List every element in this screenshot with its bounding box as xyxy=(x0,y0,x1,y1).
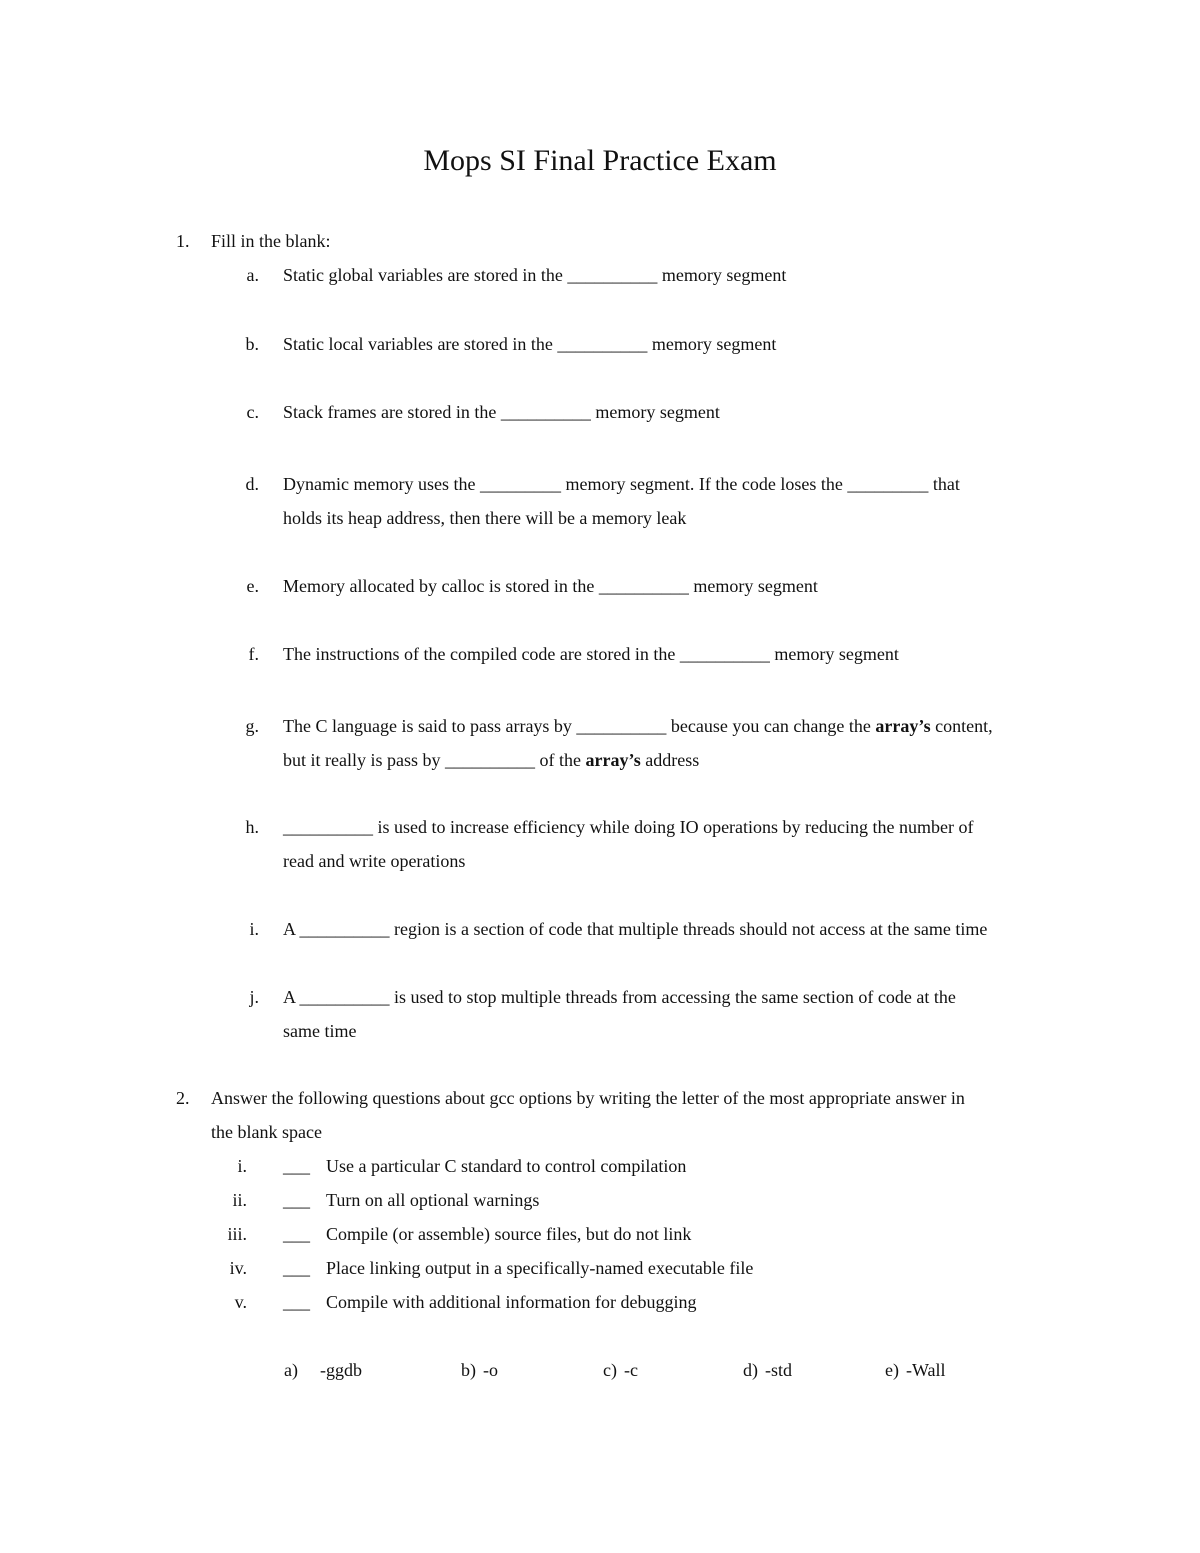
option-description: Compile with additional information for debugging xyxy=(326,1292,697,1312)
option-description: Use a particular C standard to control compilation xyxy=(326,1156,687,1176)
roman-numeral: iii. xyxy=(227,1224,247,1244)
option-description: Turn on all optional warnings xyxy=(326,1190,540,1210)
roman-numeral: i. xyxy=(237,1156,247,1176)
item-letter: g. xyxy=(245,716,259,736)
answer-blank: ___ xyxy=(283,1292,310,1312)
choice-label: a) xyxy=(284,1360,298,1380)
item-letter: c. xyxy=(246,402,259,422)
choice-label: e) xyxy=(885,1360,899,1380)
item-text: Dynamic memory uses the _________ memory segment. If the code loses the _________ that xyxy=(283,474,960,494)
item-letter: j. xyxy=(249,987,259,1007)
choice-value: -o xyxy=(483,1360,498,1380)
item-letter: b. xyxy=(245,334,259,354)
option-description: Place linking output in a specifically-named executable file xyxy=(326,1258,754,1278)
item-text: Static local variables are stored in the __________ memory segment xyxy=(283,334,777,354)
item-text xyxy=(283,715,993,737)
choice-value: -c xyxy=(624,1360,638,1380)
bold-term: array’s xyxy=(585,750,641,770)
choice-value: -Wall xyxy=(906,1360,946,1380)
item-text-part: content, xyxy=(930,716,993,736)
item-letter: i. xyxy=(249,919,259,939)
item-text-continued: same time xyxy=(283,1021,357,1041)
item-text: A __________ region is a section of code that multiple threads should not access at the same time xyxy=(283,919,988,939)
item-letter: a. xyxy=(246,265,259,285)
item-text: Static global variables are stored in the __________ memory segment xyxy=(283,265,787,285)
choice-value: -std xyxy=(765,1360,792,1380)
question-number: 2. xyxy=(176,1088,190,1108)
question-prompt: Fill in the blank: xyxy=(211,231,331,251)
roman-numeral: iv. xyxy=(229,1258,247,1278)
item-text-part: The C language is said to pass arrays by __________ because you can change the xyxy=(283,716,876,736)
roman-numeral: ii. xyxy=(232,1190,247,1210)
question-prompt: Answer the following questions about gcc options by writing the letter of the most appropriate answer in xyxy=(211,1088,965,1108)
item-letter: f. xyxy=(248,644,259,664)
item-text-part: address xyxy=(640,750,700,770)
item-letter: h. xyxy=(245,817,259,837)
answer-blank: ___ xyxy=(283,1156,310,1176)
item-text-continued: holds its heap address, then there will be a memory leak xyxy=(283,508,687,528)
answer-blank: ___ xyxy=(283,1190,310,1210)
item-text-continued: read and write operations xyxy=(283,851,466,871)
choice-label: c) xyxy=(603,1360,617,1380)
question-prompt-continued: the blank space xyxy=(211,1122,322,1142)
item-text: The instructions of the compiled code are stored in the __________ memory segment xyxy=(283,644,899,664)
answer-blank: ___ xyxy=(283,1224,310,1244)
choice-label: d) xyxy=(743,1360,758,1380)
item-text: A __________ is used to stop multiple threads from accessing the same section of code at the xyxy=(283,987,956,1007)
option-description: Compile (or assemble) source files, but do not link xyxy=(326,1224,692,1244)
roman-numeral: v. xyxy=(234,1292,247,1312)
item-text: Stack frames are stored in the __________ memory segment xyxy=(283,402,720,422)
answer-blank: ___ xyxy=(283,1258,310,1278)
page-title: Mops SI Final Practice Exam xyxy=(423,144,777,177)
item-letter: e. xyxy=(246,576,259,596)
choice-value: -ggdb xyxy=(320,1360,362,1380)
item-text-continued xyxy=(283,749,699,771)
item-text: __________ is used to increase efficiency while doing IO operations by reducing the number of xyxy=(283,817,974,837)
item-letter: d. xyxy=(245,474,259,494)
item-text-part: but it really is pass by __________ of the xyxy=(283,750,586,770)
bold-term: array’s xyxy=(875,716,931,736)
question-number: 1. xyxy=(176,231,190,251)
choice-label: b) xyxy=(461,1360,476,1380)
item-text: Memory allocated by calloc is stored in the __________ memory segment xyxy=(283,576,818,596)
